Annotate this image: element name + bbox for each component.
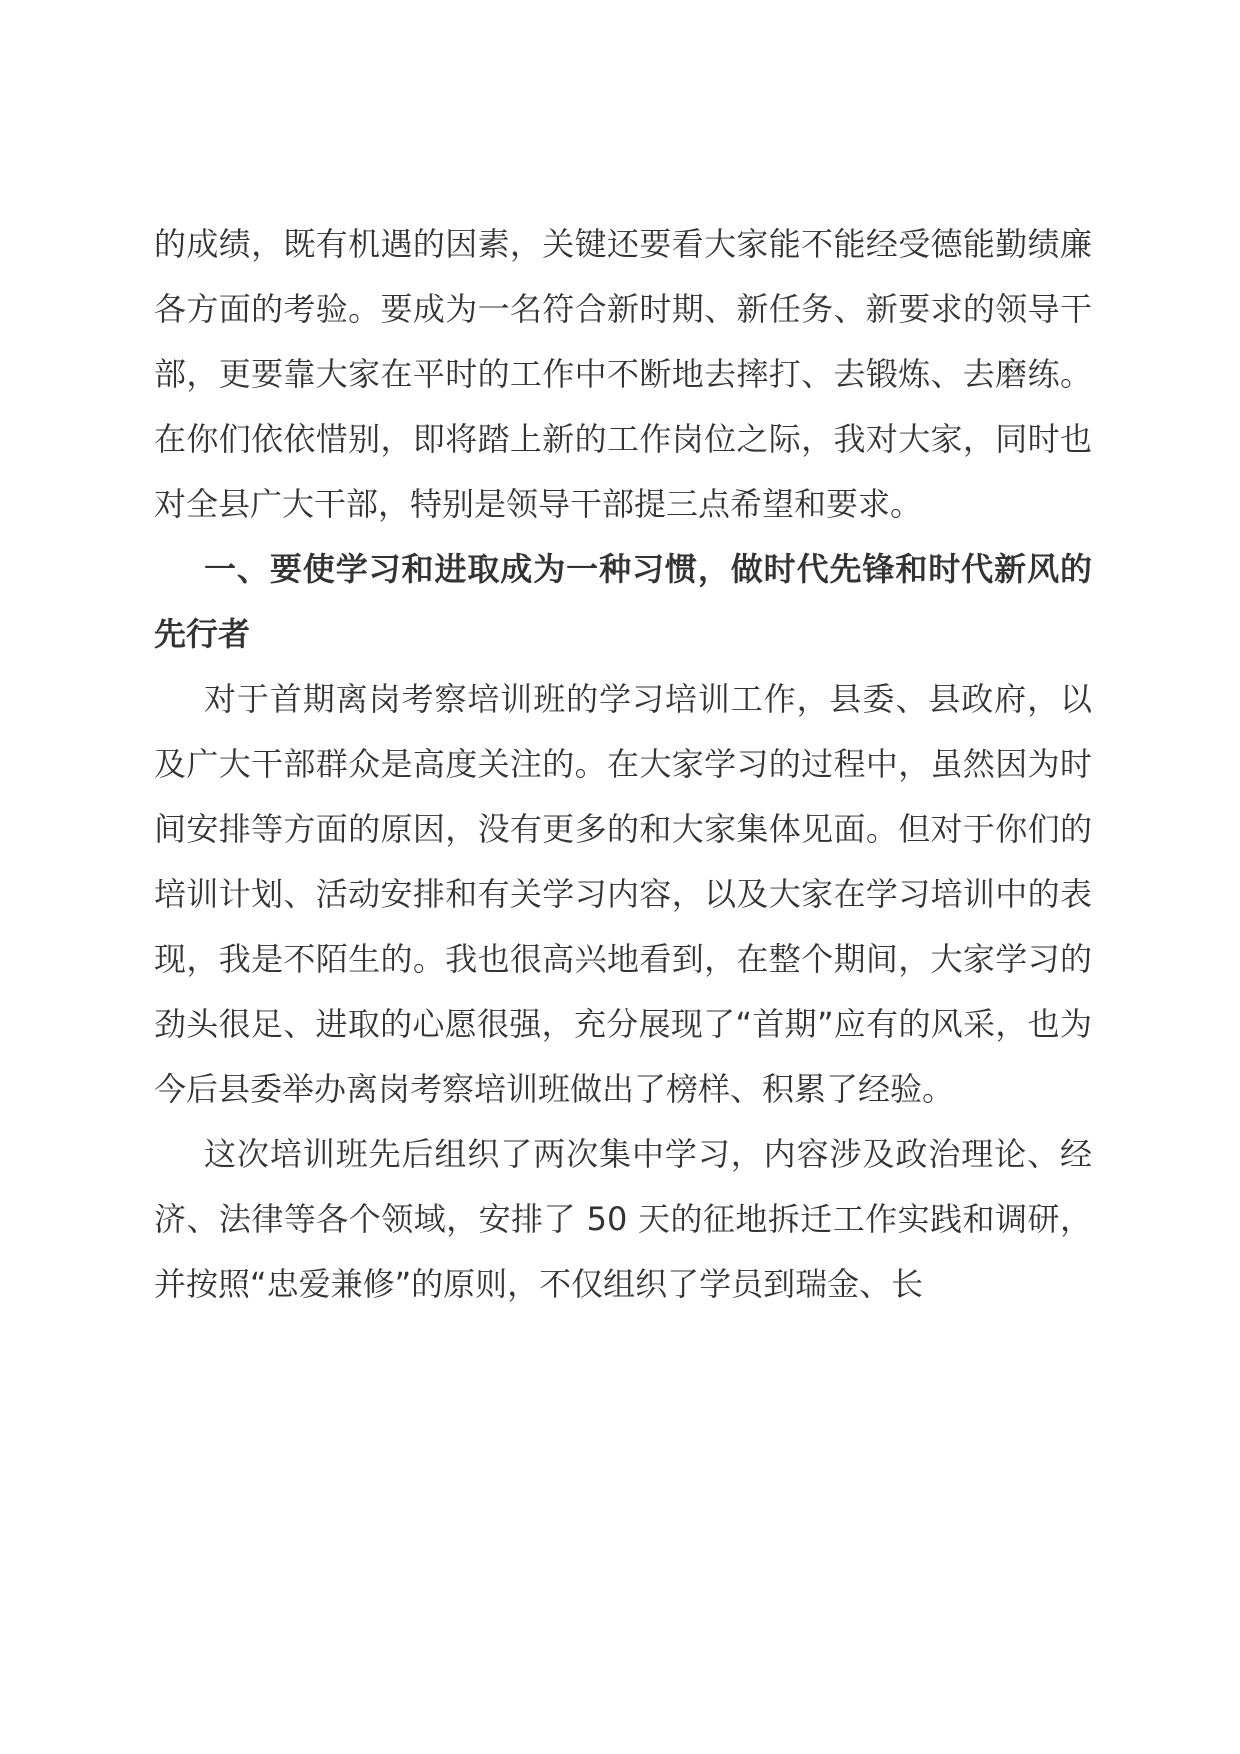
body-paragraph-1: 的成绩，既有机遇的因素，关键还要看大家能不能经受德能勤绩廉各方面的考验。要成为一名符合新时期、新任务、新要求的领导干部，更要靠大家在平时的工作中不断地去摔打、去锻炼、去磨练。在你们依依惜别，即将踏上新的工作岗位之际，我对大家，同时也对全县广大干部，特别是领导干部提三点希望和要求。 (154, 225, 1092, 523)
document-body (154, 212, 1092, 1317)
body-paragraph-2: 对于首期离岗考察培训班的学习培训工作，县委、县政府，以及广大干部群众是高度关注的。在大家学习的过程中，虽然因为时间安排等方面的原因，没有更多的和大家集体见面。但对于你们的培训计划、活动安排和有关学习内容，以及大家在学习培训中的表现，我是不陌生的。我也很高兴地看到，在整个期间，大家学习的劲头很足、进取的心愿很强，充分展现了“首期”应有的风采，也为今后县委举办离岗考察培训班做出了榜样、积累了经验。 (154, 680, 1092, 1108)
body-paragraph-3: 这次培训班先后组织了两次集中学习，内容涉及政治理论、经济、法律等各个领域，安排了 50 天的征地拆迁工作实践和调研，并按照“忠爱兼修”的原则，不仅组织了学员到瑞金、长 (154, 1135, 1092, 1303)
section-heading-1: 一、要使学习和进取成为一种习惯，做时代先锋和时代新风的先行者 (154, 550, 1092, 653)
